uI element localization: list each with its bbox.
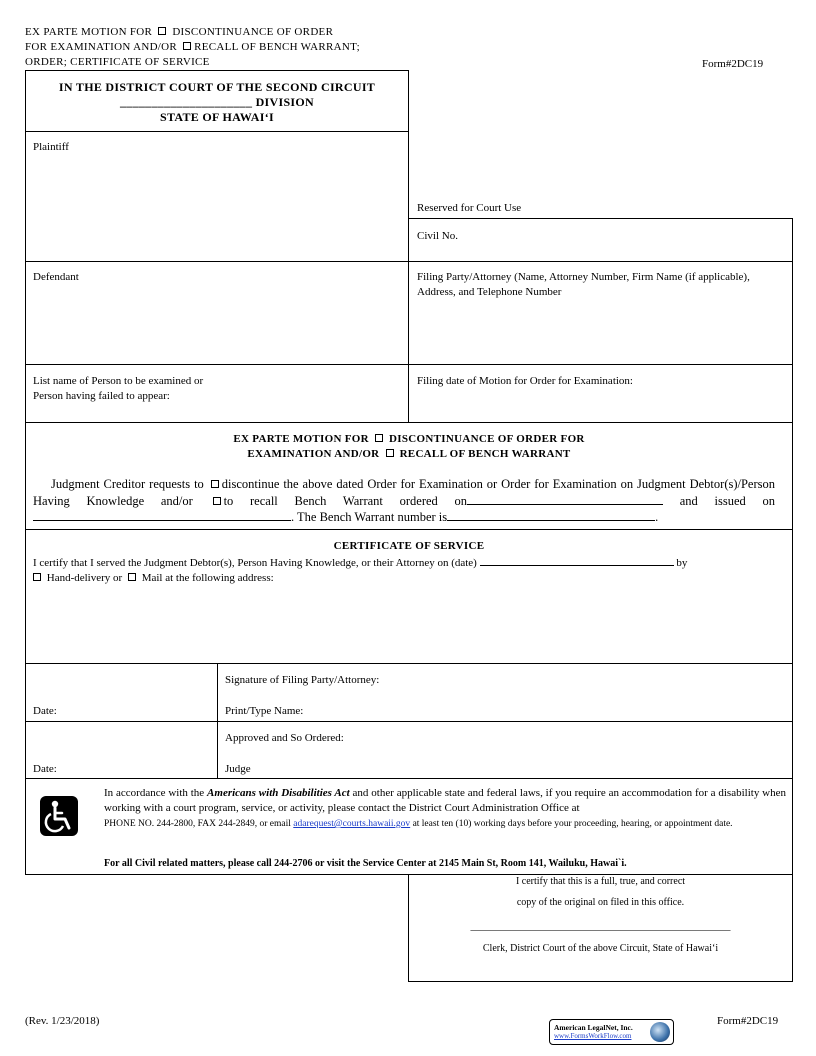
plaintiff-label: Plaintiff	[33, 141, 69, 153]
filing-date-label[interactable]: Filing date of Motion for Order for Examination:	[417, 375, 633, 387]
motion-discontinue-checkbox-icon[interactable]	[375, 434, 383, 442]
title-line2: FOR EXAMINATION AND/OR	[25, 41, 178, 53]
defendant-label: Defendant	[33, 271, 79, 283]
filing-party-signature-label[interactable]: Signature of Filing Party/Attorney:	[225, 674, 380, 686]
certificate-heading: CERTIFICATE OF SERVICE	[333, 540, 485, 552]
civil-no-label[interactable]: Civil No.	[417, 230, 458, 242]
title-line3: ORDER; CERTIFICATE OF SERVICE	[25, 56, 210, 68]
body-discontinue-checkbox-icon[interactable]	[211, 480, 219, 488]
forms-workflow-link[interactable]: www.FormsWorkFlow.com	[554, 1032, 632, 1040]
certificate-text: I certify that I served the Judgment Debtor(s), Person Having Knowledge, or their Attorney on (date) by Hand-delivery or Mail at the following address:	[33, 554, 779, 586]
warrant-number-field[interactable]	[447, 509, 655, 521]
clerk-line2: copy of the original on filed in this office.	[516, 897, 685, 908]
filing-party-label[interactable]: Filing Party/Attorney (Name, Attorney Number, Firm Name (if applicable), Address, and Telephone Number	[417, 271, 750, 298]
warrant-issued-date-field[interactable]	[33, 509, 291, 521]
footer-form-number: Form#2DC19	[717, 1015, 779, 1027]
court-caption	[25, 70, 409, 132]
hand-delivery-checkbox-icon[interactable]	[33, 573, 41, 581]
american-legalnet-logo: American LegalNet, Inc. www.FormsWorkFlow.com	[549, 1019, 674, 1045]
body-recall-checkbox-icon[interactable]	[213, 497, 221, 505]
judge-date-label[interactable]: Date:	[33, 763, 57, 775]
service-date-field[interactable]	[480, 554, 674, 566]
clerk-line1: I certify that this is a full, true, and correct	[515, 876, 686, 887]
person-label: List name of Person to be examined or Person having failed to appear:	[33, 375, 204, 402]
form-title: EX PARTE MOTION FOR DISCONTINUANCE OF ORDER FOR EXAMINATION AND/OR RECALL OF BENCH WARRANT; ORDER; CERTIFICATE OF SERVICE	[25, 26, 360, 68]
approved-label: Approved and So Ordered:	[225, 732, 344, 744]
discontinuance-checkbox-icon[interactable]	[158, 27, 166, 35]
recall-checkbox-icon[interactable]	[183, 42, 191, 50]
court-name: IN THE DISTRICT COURT OF THE SECOND CIRCUIT	[58, 80, 376, 94]
motion-body: Judgment Creditor requests to discontinue the above dated Order for Examination or Order for Examination on Judgment Debtor(s)/Person Having Knowledge and/or to recall Bench Warrant ordered on and issued on . The Bench Warrant number is .	[33, 477, 776, 524]
motion-recall-checkbox-icon[interactable]	[386, 449, 394, 457]
clerk-caption: Clerk, District Court of the above Circuit, State of Hawai‘i	[482, 943, 719, 954]
civil-service-note: For all Civil related matters, please call 244-2706 or visit the Service Center at 2145 Main St, Room 141, Wailuku, Hawai`i.	[104, 858, 627, 869]
reserved-label: Reserved for Court Use	[417, 202, 522, 214]
ada-text: In accordance with the Americans with Disabilities Act and other applicable state and federal laws, if you require an accommodation for a disability when working with a court program, service, or activity, please contact the District Court Administration Office at	[104, 787, 786, 814]
judge-label[interactable]: Judge	[225, 763, 251, 775]
print-name-label[interactable]: Print/Type Name:	[225, 705, 304, 717]
form-number: Form#2DC19	[702, 58, 764, 70]
globe-icon	[650, 1022, 670, 1042]
mail-checkbox-icon[interactable]	[128, 573, 136, 581]
title-line1: EX PARTE MOTION FOR	[25, 26, 153, 38]
ada-contact: PHONE NO. 244-2800, FAX 244-2849, or email adarequest@courts.hawaii.gov at least ten (10) working days before your proceeding, hearing, or appointment date.	[104, 819, 733, 829]
motion-heading: EX PARTE MOTION FOR DISCONTINUANCE OF ORDER FOR EXAMINATION AND/OR RECALL OF BENCH WARRANT	[233, 433, 585, 460]
right-column-box	[408, 218, 793, 423]
state-name: STATE OF HAWAI‘I	[160, 110, 274, 124]
wheelchair-accessibility-icon	[40, 796, 78, 836]
division-line: _____________________ DIVISION	[119, 95, 314, 109]
revision-date: (Rev. 1/23/2018)	[25, 1015, 100, 1027]
filing-date-signature-label[interactable]: Date:	[33, 705, 57, 717]
clerk-signature-line[interactable]: ____________________________________________________	[470, 921, 731, 932]
warrant-order-date-field[interactable]	[467, 493, 663, 505]
ada-email-link[interactable]: adarequest@courts.hawaii.gov	[293, 819, 411, 829]
